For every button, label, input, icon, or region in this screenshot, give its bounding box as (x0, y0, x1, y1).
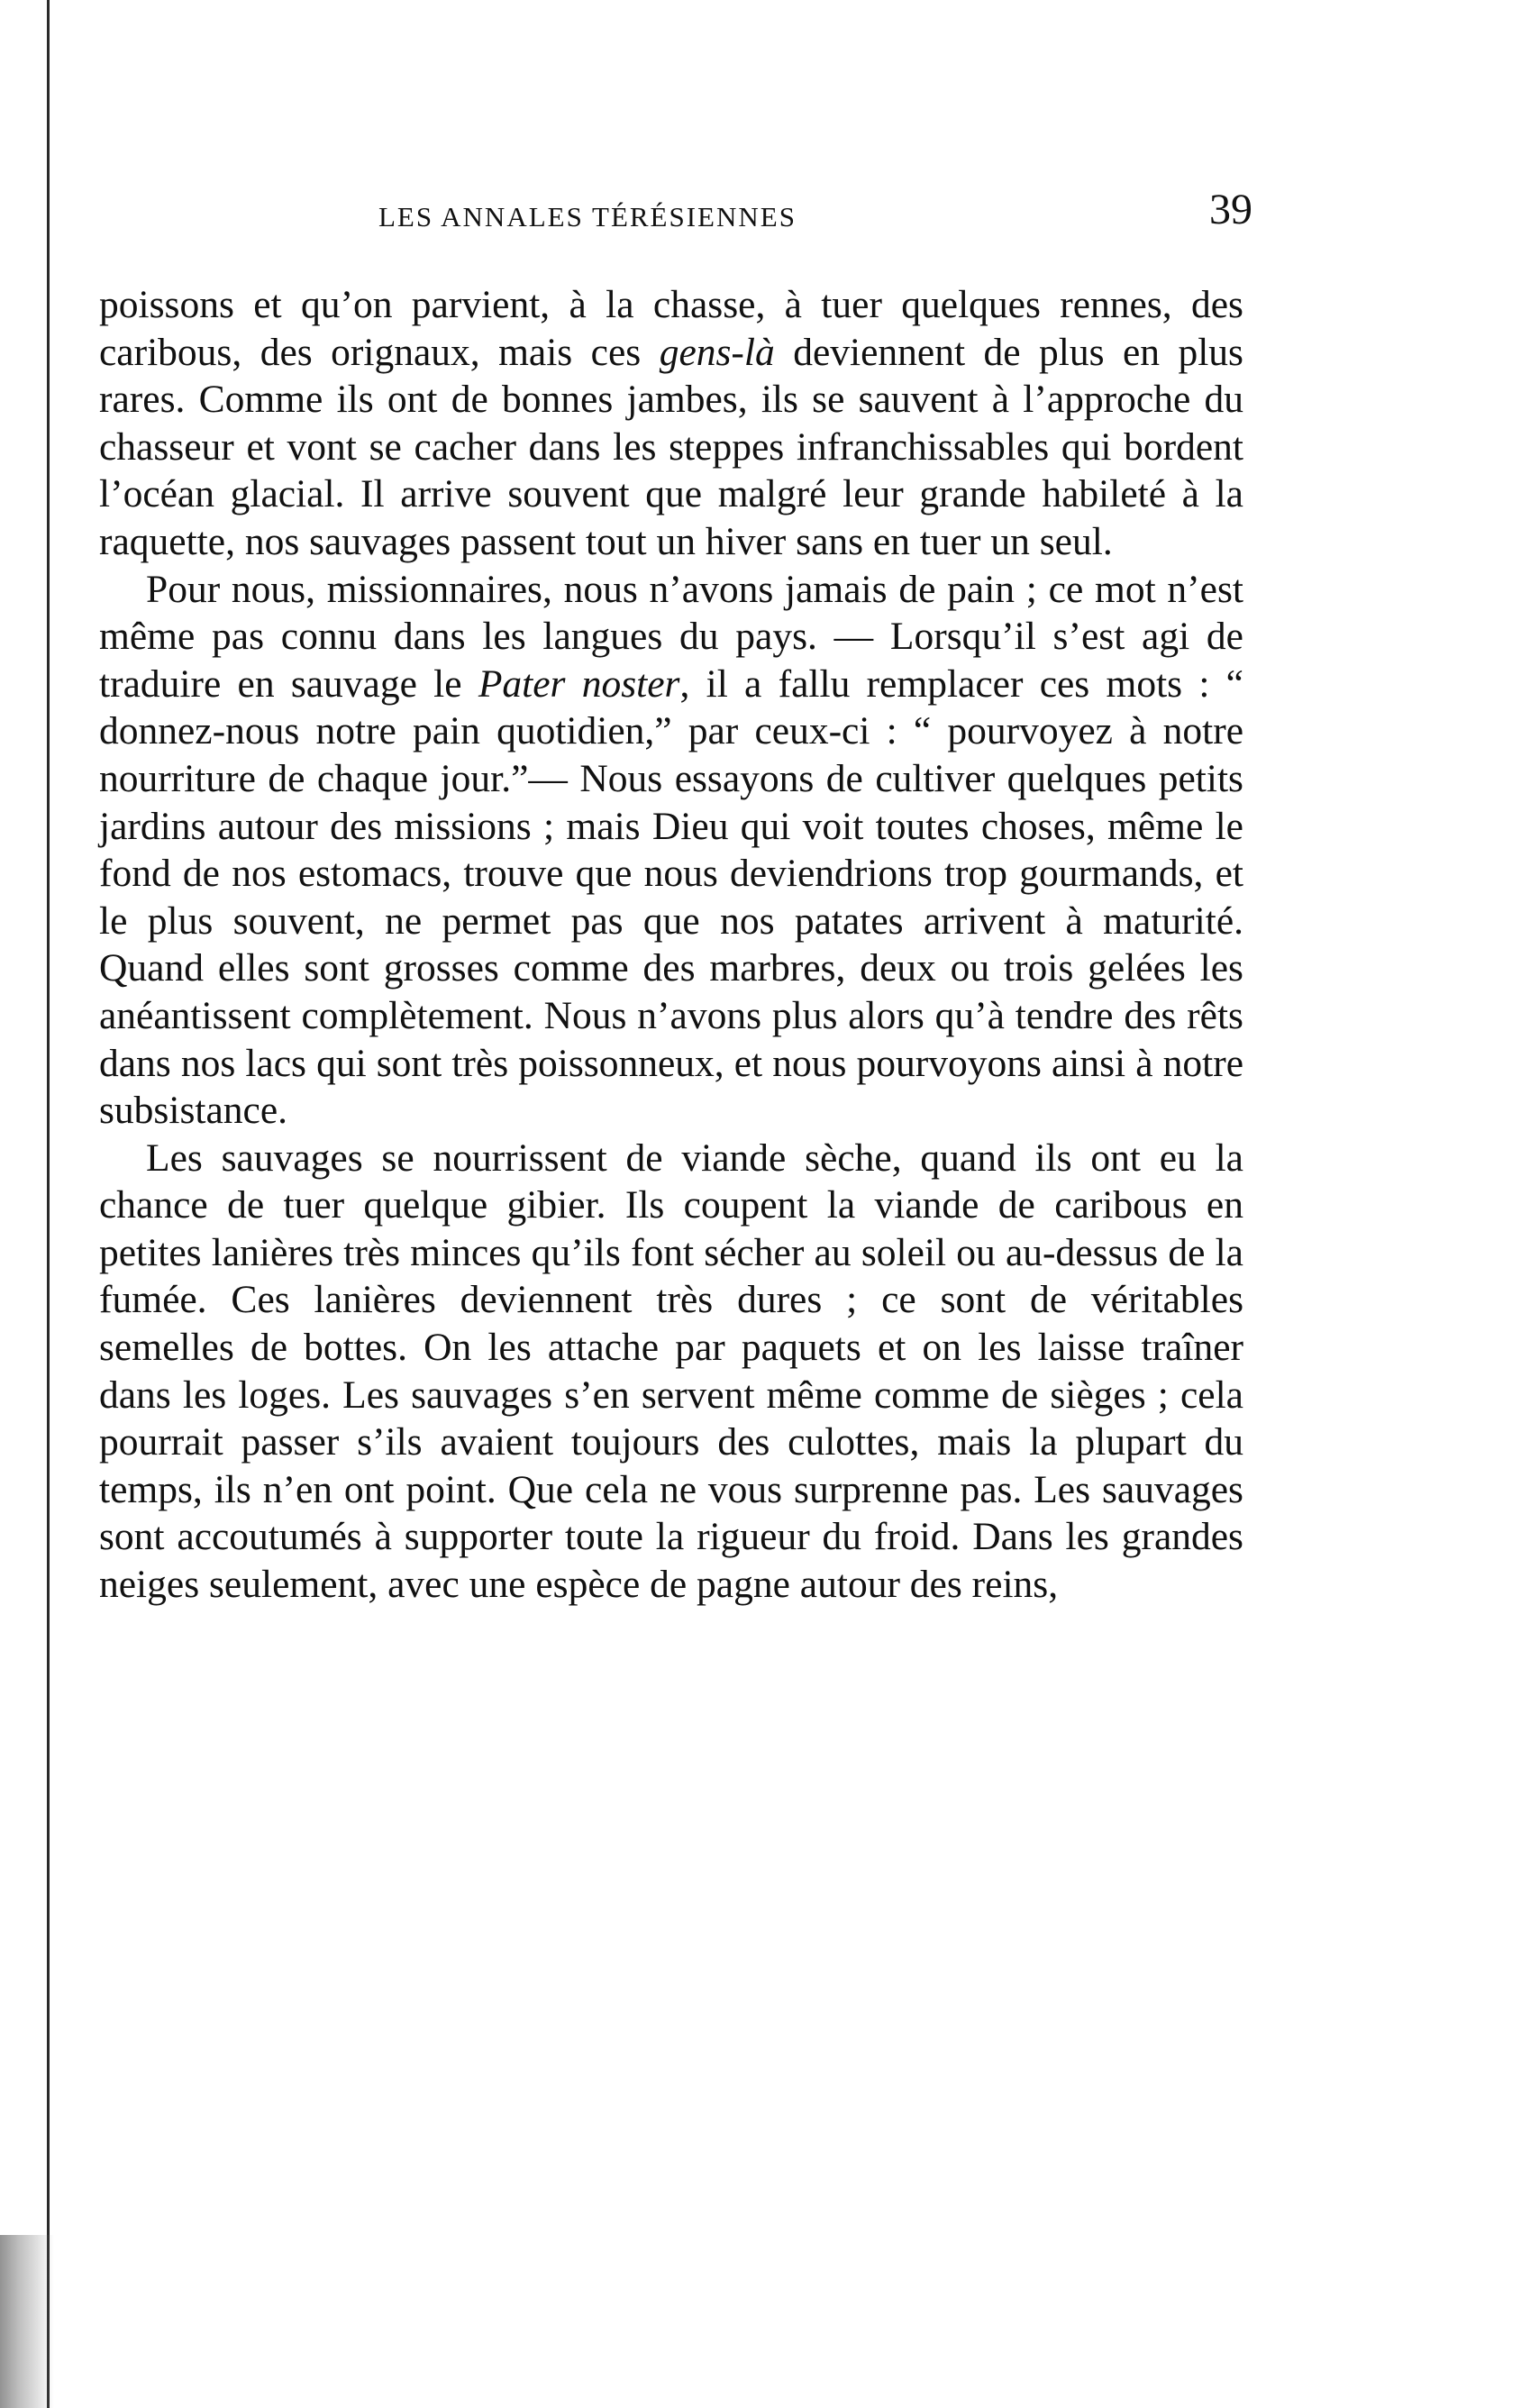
running-head (99, 185, 1252, 239)
paragraph-2-italic-pater-noster: Pater noster (478, 661, 680, 706)
paragraph-2-segment-3: , il a fallu remplacer ces mots : “ donnez-nous notre pain quotidien,” par ceux-ci : “ pourvoyez à notre nourriture de chaque jour.”— Nous essayons de cultiver quelques petits jardins autour des missions ; mais Dieu qui voit toutes choses, même le fond de nos estomacs, trouve que nous deviendrions trop gourmands, et le plus souvent, ne permet pas que nos patates arrivent à maturité. Quand elles sont grosses comme des marbres, deux ou trois gelées les anéantissent complètement. Nous n’avons plus alors qu’à tendre des rêts dans nos lacs qui sont très poissonneux, et nous pourvoyons ainsi à notre subsistance. (99, 661, 1243, 1133)
page-binding-edge (47, 0, 50, 2408)
paragraph-3 (99, 1135, 1243, 1609)
paragraph-2-segment-1: Pour nous, missionnaires, nous n’avons jamais de pain ; ce mot n’est même pas connu dans les langues du pays. — Lorsqu’il s’est agi de traduire en sauvage le (99, 567, 1243, 706)
paragraph-1-segment-1: poissons et qu’on parvient, à la chasse, à tuer quelques rennes, des caribous, des orignaux, mais ces (99, 283, 1243, 374)
paragraph-1-segment-3: deviennent de plus en plus rares. Comme ils ont de bonnes jambes, ils se sauvent à l’approche du chasseur et vont se cacher dans les steppes infranchissables qui bordent l’océan glacial. Il arrive souvent que malgré leur grande habileté à la raquette, nos sauvages passent tout un hiver sans en tuer un seul. (99, 330, 1243, 563)
paragraph-2 (99, 566, 1243, 1135)
body-text (99, 281, 1243, 1609)
paragraph-1-italic-gens-la: gens-là (659, 330, 775, 374)
page-binding-shadow (0, 2235, 54, 2408)
running-head-title: LES ANNALES TÉRÉSIENNES (378, 201, 797, 233)
paragraph-3-segment-1: Les sauvages se nourrissent de viande sèche, quand ils ont eu la chance de tuer quelque gibier. Ils coupent la viande de caribous en petites lanières très minces qu’ils font sécher au soleil ou au-dessus de la fumée. Ces lanières deviennent très dures ; ce sont de véritables semelles de bottes. On les attache par paquets et on les laisse traîner dans les loges. Les sauvages s’en servent même comme de sièges ; cela pourrait passer s’ils avaient toujours des culottes, mais la plupart du temps, ils n’en ont point. Que cela ne vous surprenne pas. Les sauvages sont accoutumés à supporter toute la rigueur du froid. Dans les grandes neiges seulement, avec une espèce de pagne autour des reins, (99, 1136, 1243, 1607)
paragraph-1 (99, 281, 1243, 566)
page-number: 39 (1209, 186, 1252, 233)
